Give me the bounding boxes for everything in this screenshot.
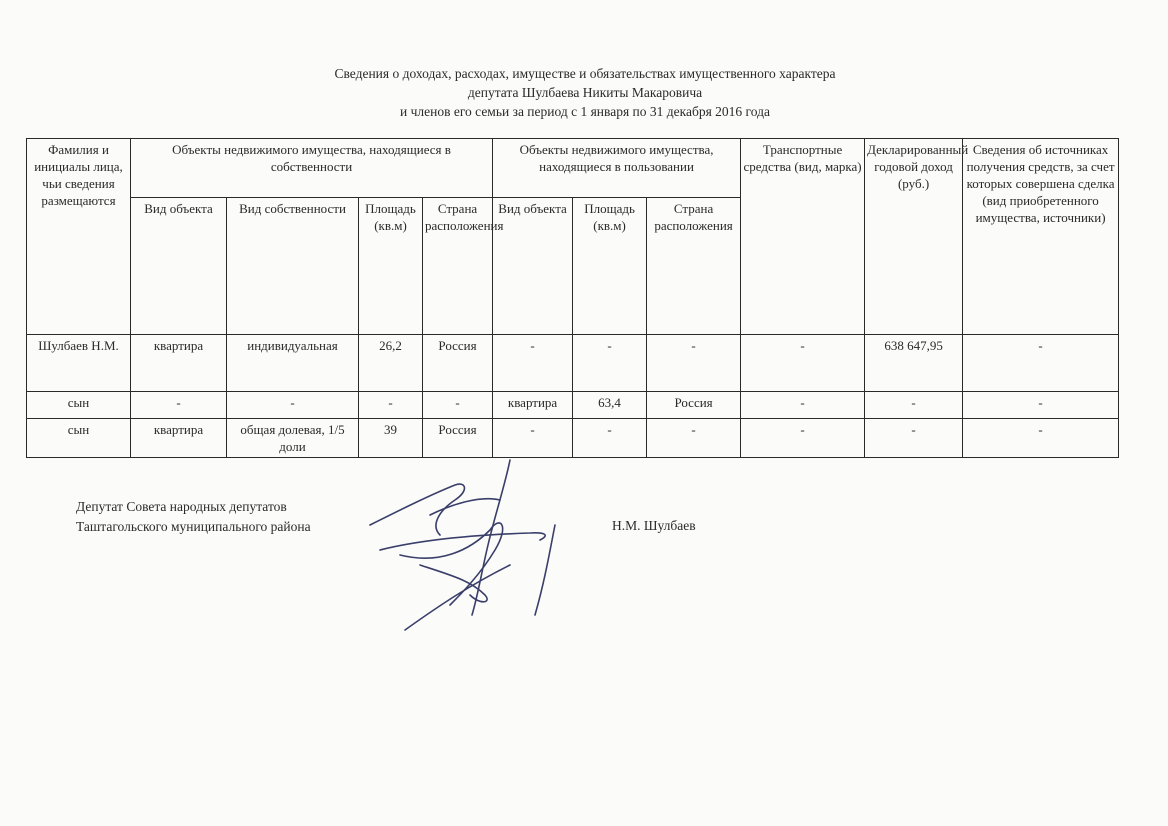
header-transport: Транспортные средства (вид, марка) (741, 139, 865, 335)
cell-owned-country: Россия (423, 419, 493, 458)
cell-person: сын (27, 419, 131, 458)
header-owned-group: Объекты недвижимого имущества, находящиеся в собственности (131, 139, 493, 198)
cell-sources: - (963, 392, 1119, 419)
cell-person: Шулбаев Н.М. (27, 335, 131, 392)
cell-owned-area: - (359, 392, 423, 419)
cell-owned-ownership: общая долевая, 1/5 доли (227, 419, 359, 458)
header-owned-ownership: Вид собственности (227, 198, 359, 335)
header-used-type: Вид объекта (493, 198, 573, 335)
handwritten-signature (360, 455, 580, 645)
signatory-position (76, 497, 311, 537)
header-income: Декларированный годовой доход (руб.) (865, 139, 963, 335)
header-used-country: Страна расположения (647, 198, 741, 335)
cell-owned-ownership: - (227, 392, 359, 419)
table-row (27, 335, 1119, 392)
header-owned-area: Площадь (кв.м) (359, 198, 423, 335)
header-used-area: Площадь (кв.м) (573, 198, 647, 335)
cell-used-country: Россия (647, 392, 741, 419)
table-row (27, 392, 1119, 419)
cell-used-type: - (493, 335, 573, 392)
cell-owned-area: 26,2 (359, 335, 423, 392)
cell-transport: - (741, 419, 865, 458)
header-used-group: Объекты недвижимого имущества, находящиеся в пользовании (493, 139, 741, 198)
header-owned-country: Страна расположения (423, 198, 493, 335)
header-person: Фамилия и инициалы лица, чьи сведения размещаются (27, 139, 131, 335)
cell-transport: - (741, 392, 865, 419)
cell-owned-country: Россия (423, 335, 493, 392)
header-sources: Сведения об источниках получения средств, за счет которых совершена сделка (вид приобретенного имущества, источники) (963, 139, 1119, 335)
cell-income: - (865, 392, 963, 419)
cell-used-country: - (647, 335, 741, 392)
cell-used-area: - (573, 419, 647, 458)
table-row (27, 419, 1119, 458)
title-line-1: Сведения о доходах, расходах, имуществе и обязательствах имущественного характера (334, 66, 836, 81)
cell-person: сын (27, 392, 131, 419)
cell-used-country: - (647, 419, 741, 458)
cell-owned-area: 39 (359, 419, 423, 458)
declaration-table (26, 138, 1119, 458)
cell-owned-ownership: индивидуальная (227, 335, 359, 392)
signatory-position-line-1: Депутат Совета народных депутатов (76, 499, 287, 514)
cell-sources: - (963, 335, 1119, 392)
cell-owned-type: - (131, 392, 227, 419)
document-title (230, 64, 940, 121)
signatory-position-line-2: Таштагольского муниципального района (76, 519, 311, 534)
cell-owned-type: квартира (131, 419, 227, 458)
cell-owned-type: квартира (131, 335, 227, 392)
header-owned-type: Вид объекта (131, 198, 227, 335)
cell-used-type: - (493, 419, 573, 458)
cell-owned-country: - (423, 392, 493, 419)
cell-transport: - (741, 335, 865, 392)
title-line-3: и членов его семьи за период с 1 января по 31 декабря 2016 года (400, 104, 770, 119)
signatory-name: Н.М. Шулбаев (612, 518, 696, 533)
cell-income: 638 647,95 (865, 335, 963, 392)
title-line-2: депутата Шулбаева Никиты Макаровича (467, 85, 703, 100)
cell-sources: - (963, 419, 1119, 458)
cell-used-area: 63,4 (573, 392, 647, 419)
cell-used-area: - (573, 335, 647, 392)
cell-used-type: квартира (493, 392, 573, 419)
cell-income: - (865, 419, 963, 458)
